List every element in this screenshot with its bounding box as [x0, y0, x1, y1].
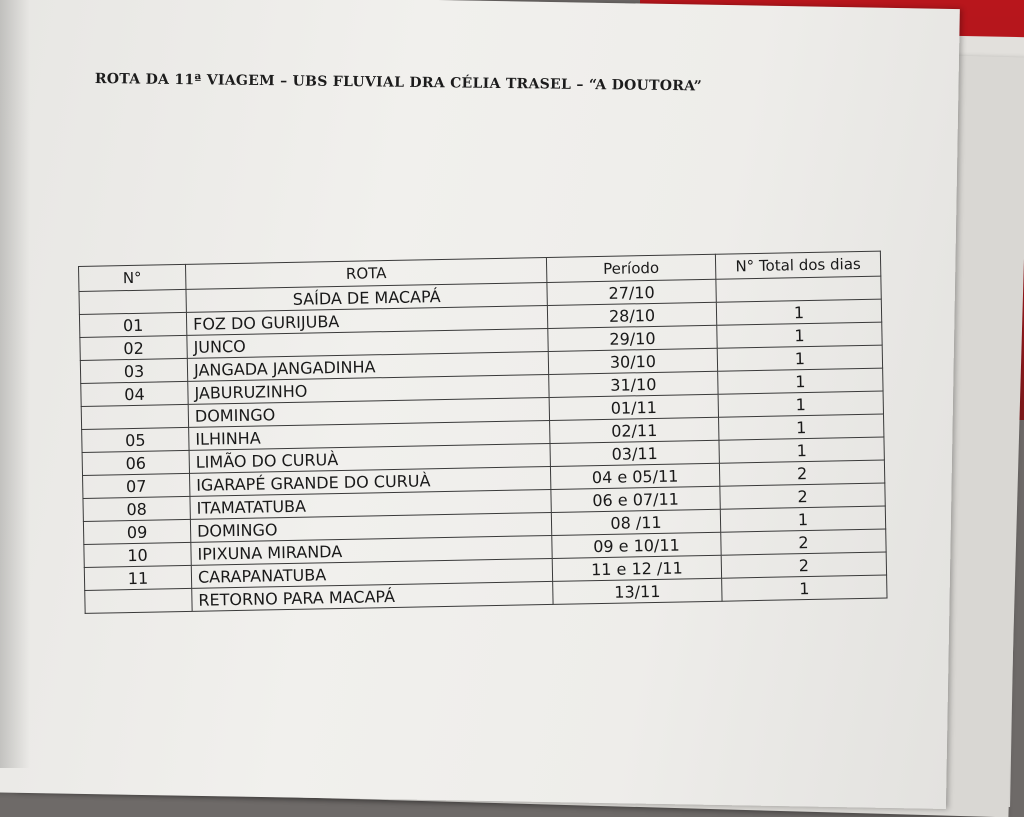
cell-period: 28/10 [547, 302, 716, 328]
header-days: N° Total dos dias [715, 251, 880, 279]
cell-period: 01/11 [549, 394, 718, 420]
cell-num [85, 588, 192, 613]
cell-route: ITAMATATUBA [190, 489, 551, 519]
cell-days: 2 [721, 529, 886, 555]
cell-period: 02/11 [550, 417, 719, 443]
cell-days: 1 [716, 299, 881, 325]
cell-num: 11 [84, 565, 191, 590]
route-table [78, 251, 888, 614]
cell-period: 27/10 [547, 279, 716, 305]
cell-days: 2 [720, 483, 885, 509]
page-shadow [0, 0, 30, 768]
cell-days: 1 [719, 437, 884, 463]
cell-period: 09 e 10/11 [552, 532, 721, 558]
header-num: N° [79, 264, 186, 291]
cell-days: 1 [718, 391, 883, 417]
cell-route: LIMÃO DO CURUÀ [189, 443, 550, 473]
cell-days: 1 [717, 322, 882, 348]
cell-period: 29/10 [548, 325, 717, 351]
cell-num: 09 [83, 519, 190, 544]
cell-num: 02 [80, 335, 187, 360]
cell-num: 03 [80, 358, 187, 383]
cell-period: 11 e 12 /11 [552, 555, 721, 581]
cell-num: 04 [81, 381, 188, 406]
cell-route: DOMINGO [188, 397, 549, 427]
header-route: ROTA [185, 258, 546, 290]
cell-period: 31/10 [549, 371, 718, 397]
cell-route: IPIXUNA MIRANDA [191, 535, 552, 565]
cell-days: 1 [717, 345, 882, 371]
cell-days: 2 [721, 552, 886, 578]
document-title: ROTA DA 11ª VIAGEM – UBS FLUVIAL DRA CÉLIA TRASEL – “A DOUTORA” [94, 71, 703, 95]
cell-num: 07 [83, 473, 190, 498]
cell-route: CARAPANATUBA [191, 558, 552, 588]
cell-days [716, 276, 881, 302]
cell-days: 2 [719, 460, 884, 486]
cell-num: 08 [83, 496, 190, 521]
cell-period: 06 e 07/11 [551, 486, 720, 512]
cell-period: 04 e 05/11 [550, 463, 719, 489]
cell-route: SAÍDA DE MACAPÁ [186, 283, 547, 313]
cell-days: 1 [722, 575, 887, 601]
cell-route: FOZ DO GURIJUBA [186, 305, 547, 335]
cell-days: 1 [719, 414, 884, 440]
cell-days: 1 [718, 368, 883, 394]
cell-route: JANGADA JANGADINHA [187, 351, 548, 381]
cell-num: 10 [84, 542, 191, 567]
cell-route: IGARAPÉ GRANDE DO CURUÀ [190, 466, 551, 496]
cell-route: JUNCO [187, 328, 548, 358]
cell-days: 1 [720, 506, 885, 532]
cell-num: 06 [82, 450, 189, 475]
cell-route: DOMINGO [190, 512, 551, 542]
cell-route: RETORNO PARA MACAPÁ [192, 581, 553, 611]
cell-period: 13/11 [553, 578, 722, 604]
header-period: Período [546, 254, 715, 282]
cell-period: 30/10 [548, 348, 717, 374]
cell-period: 08 /11 [551, 509, 720, 535]
cell-route: JABURUZINHO [188, 374, 549, 404]
cell-num: 05 [82, 427, 189, 452]
cell-period: 03/11 [550, 440, 719, 466]
cell-num [79, 289, 186, 314]
cell-num [81, 404, 188, 429]
cell-num: 01 [79, 312, 186, 337]
cell-route: ILHINHA [189, 420, 550, 450]
